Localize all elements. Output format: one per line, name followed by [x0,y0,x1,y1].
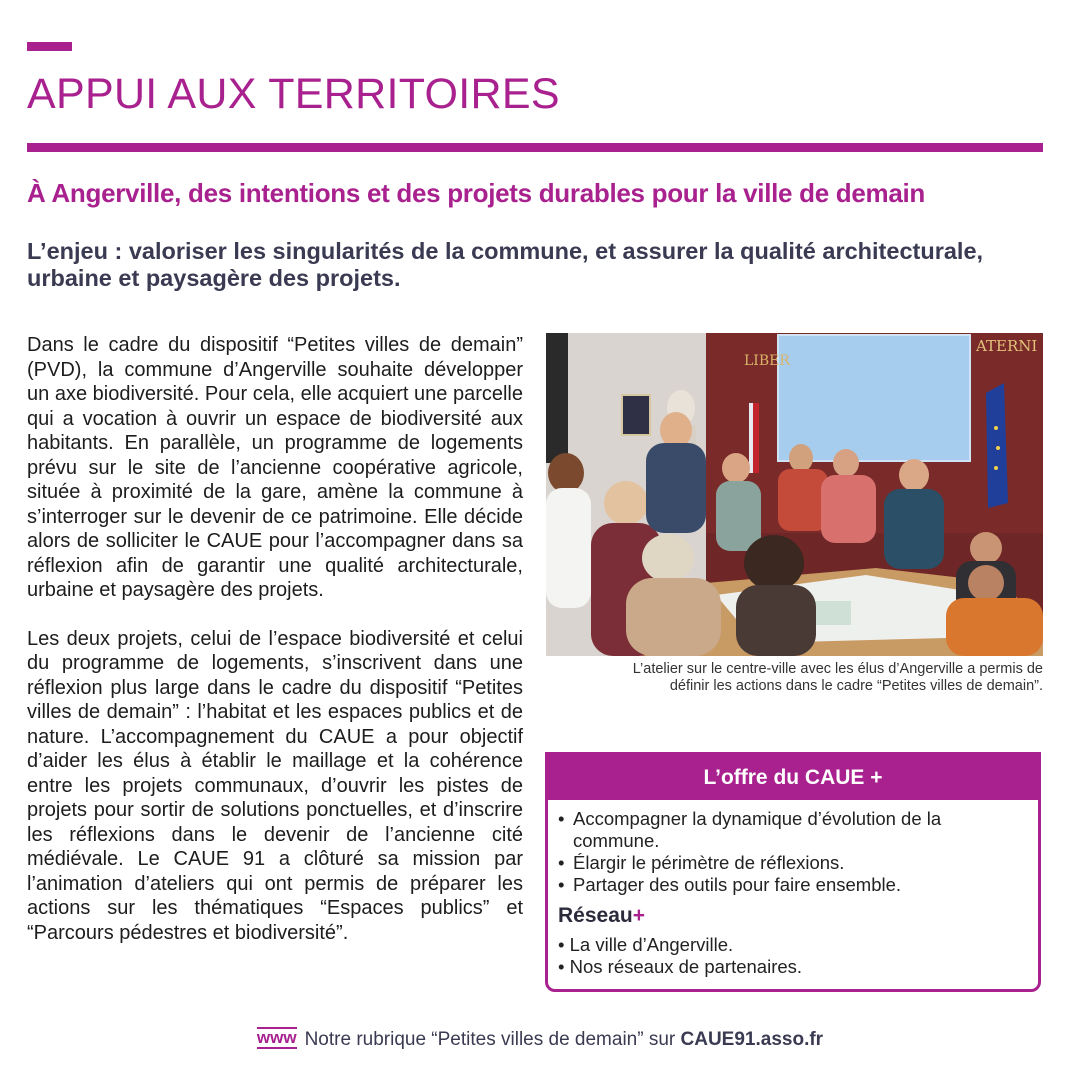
offer-box [545,752,1041,992]
wall-text-right: ATERNI [976,337,1038,355]
plus-icon: + [632,904,645,927]
network-title [558,904,1038,928]
wall-text-left: LIBER [744,353,790,369]
offer-item: • Élargir le périmètre de réflexions. [558,852,1028,874]
footer-text: Notre rubrique “Petites villes de demain” sur [304,1029,681,1050]
footer-link[interactable]: CAUE91.asso.fr [680,1029,824,1050]
title-rule [27,143,1043,152]
offer-list [548,800,1038,896]
article-title: À Angerville, des intentions et des projets durables pour la ville de demain [27,178,926,208]
top-accent-dash [27,42,72,51]
body-paragraph: Dans le cadre du dispositif “Petites villes de demain” (PVD), la commune d’Angerville souhaite développer un axe biodiversité. Pour cela, elle acquiert une parcelle qui a vocation à ouvrir un espace de biodiversité aux habitants. En parallèle, un programme de logements prévu sur le site de l’ancienne coopérative agricole, située à proximité de la gare, amène la commune à s’interroger sur le devenir de ce patrimoine. Elle décide alors de solliciter le CAUE pour l’accompagner dans sa réflexion afin de garantir une qualité architecturale, urbaine et paysagère des projets. [27,334,523,601]
network-title-text: Réseau [558,904,633,927]
caption-line: définir les actions dans le cadre “Petites villes de demain”. [669,678,1043,694]
body-paragraph: Les deux projets, celui de l’espace biodiversité et celui du programme de logements, s’inscrivent dans une réflexion plus large dans le cadre du dispositif “Petites villes de demain” : l’habitat et les espaces publics et de nature. L’accompagnement du CAUE a pour objectif d’aider les élus à établir le maillage et la cohérence entre les projets communaux, d’ouvrir les pistes de projets pour sortir de solutions ponctuelles, et d’inscrire les réflexions dans le devenir de l’ancienne cité médiévale. Le CAUE 91 a clôturé sa mission par l’animation d’ateliers qui ont permis de préparer les actions sur les thématiques “Espaces publics” et “Parcours pédestres et biodiversité”. [27,627,523,944]
caption-line: L’atelier sur le centre-ville avec les élus d’Angerville a permis de [632,661,1043,677]
network-item: • La ville d’Angerville. [558,934,1028,956]
workshop-photo-illustration [546,333,1043,656]
network-item: • Nos réseaux de partenaires. [558,956,1028,978]
offer-title: L’offre du CAUE + [548,755,1038,800]
article-body [27,333,523,969]
section-title: APPUI AUX TERRITOIRES [27,70,560,118]
offer-item: • Accompagner la dynamique d’évolution de la commune. [558,808,1028,852]
network-list [548,930,1038,978]
offer-item: • Partager des outils pour faire ensemble. [558,874,1028,896]
article-lead: L’enjeu : valoriser les singularités de la commune, et assurer la qualité architecturale, urbaine et paysagère des projets. [27,238,984,291]
footer [0,1027,1080,1051]
workshop-photo [546,333,1043,656]
photo-caption [546,661,1043,695]
www-icon: www [256,1028,297,1047]
